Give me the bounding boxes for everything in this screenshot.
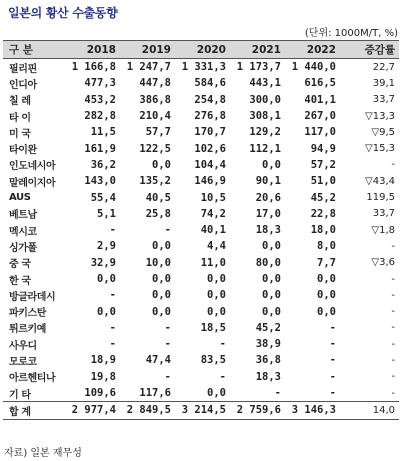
- value-cell: 18,9: [90, 354, 116, 367]
- value-cell: 57,7: [145, 126, 171, 139]
- value-cell: 443,1: [249, 77, 281, 90]
- value-cell: 0,0: [97, 305, 116, 318]
- value-cell: 0,0: [262, 305, 281, 318]
- value-cell: 616,5: [304, 77, 336, 90]
- value-cell: 22,8: [310, 207, 336, 220]
- change-cell: 119,5: [366, 192, 395, 204]
- value-cell: -: [329, 338, 336, 351]
- value-cell: 117,0: [304, 126, 336, 139]
- value-cell: 40,5: [145, 191, 171, 204]
- value-cell: 0,0: [207, 289, 226, 302]
- value-cell: 254,8: [194, 93, 226, 106]
- country-cell: 한 국: [9, 275, 31, 287]
- table-row: [3, 271, 399, 287]
- value-cell: 25,8: [145, 207, 171, 220]
- value-cell: 282,8: [84, 110, 116, 123]
- table-header-row: [3, 41, 399, 59]
- change-cell: -: [391, 371, 395, 383]
- value-cell: 51,0: [310, 175, 336, 188]
- page-title: 일본의 황산 수출동향: [8, 6, 118, 20]
- value-cell: 10,0: [145, 256, 171, 269]
- value-cell: 2,9: [97, 240, 116, 253]
- value-cell: 18,0: [310, 224, 336, 237]
- country-cell: AUS: [9, 192, 31, 204]
- value-cell: -: [219, 338, 226, 351]
- value-cell: 0,0: [152, 240, 171, 253]
- change-cell: -: [391, 240, 395, 252]
- value-cell: -: [109, 289, 116, 302]
- value-cell: 4,4: [207, 240, 226, 253]
- change-cell: -: [391, 306, 395, 318]
- change-cell: 22,7: [372, 61, 395, 73]
- country-cell: 중 국: [9, 259, 31, 271]
- value-cell: 1 440,0: [291, 61, 336, 74]
- value-cell: 0,0: [97, 273, 116, 285]
- value-cell: 267,0: [304, 110, 336, 123]
- change-cell: -: [391, 289, 395, 301]
- country-cell: 필리핀: [9, 63, 37, 75]
- country-cell: 미 국: [9, 128, 31, 140]
- change-cell: 33,7: [372, 208, 395, 220]
- value-cell: 36,2: [90, 158, 116, 171]
- value-cell: 0,0: [152, 305, 171, 318]
- country-cell: 말레이지아: [9, 177, 56, 189]
- value-cell: 210,4: [139, 110, 171, 123]
- value-cell: 447,8: [139, 77, 171, 90]
- value-cell: 0,0: [262, 158, 281, 171]
- country-cell: 베트남: [9, 210, 37, 222]
- value-cell: 0,0: [152, 158, 171, 171]
- table-row: [3, 189, 399, 205]
- value-cell: 45,2: [255, 321, 281, 334]
- value-cell: 2 849,5: [120, 402, 175, 419]
- value-cell: 0,0: [207, 273, 226, 285]
- value-cell: 94,9: [310, 142, 336, 155]
- value-cell: 11,0: [200, 256, 226, 269]
- value-cell: 276,8: [194, 110, 226, 123]
- value-cell: 300,0: [249, 93, 281, 106]
- country-cell: 싱가폴: [9, 242, 37, 254]
- header-year: 2019: [120, 41, 175, 59]
- country-cell: 합 계: [3, 402, 65, 419]
- value-cell: 45,2: [310, 191, 336, 204]
- country-cell: 파키스탄: [9, 308, 47, 320]
- table-row: [3, 255, 399, 271]
- country-cell: 인도네시아: [9, 161, 56, 173]
- change-cell: 33,7: [372, 94, 395, 106]
- value-cell: 0,0: [317, 305, 336, 318]
- value-cell: 0,0: [317, 289, 336, 302]
- table-row: [3, 173, 399, 189]
- value-cell: 55,4: [90, 191, 116, 204]
- table-row: [3, 92, 399, 108]
- value-cell: -: [164, 370, 171, 383]
- value-cell: 0,0: [207, 387, 226, 400]
- value-cell: 1 331,3: [181, 61, 226, 74]
- table-row: [3, 108, 399, 124]
- country-cell: 멕시코: [9, 226, 37, 238]
- value-cell: 17,0: [255, 207, 281, 220]
- change-cell: ▽1,8: [371, 224, 395, 236]
- table-row: [3, 75, 399, 91]
- value-cell: -: [219, 370, 226, 383]
- value-cell: -: [329, 387, 336, 400]
- table-row: [3, 352, 399, 368]
- country-cell: 타 이: [9, 112, 31, 124]
- table-row: [3, 59, 399, 76]
- value-cell: 112,1: [249, 142, 281, 155]
- change-cell: -: [391, 273, 395, 285]
- value-cell: 1 173,7: [236, 61, 281, 74]
- change-cell: -: [391, 322, 395, 334]
- table-row: [3, 238, 399, 254]
- change-cell: -: [391, 354, 395, 366]
- country-cell: 사우디: [9, 340, 37, 352]
- value-cell: 0,0: [317, 273, 336, 285]
- value-cell: 0,0: [262, 240, 281, 253]
- value-cell: 32,9: [90, 256, 116, 269]
- value-cell: 117,6: [139, 387, 171, 400]
- value-cell: -: [329, 370, 336, 383]
- table-row: [3, 385, 399, 402]
- table-row: [3, 140, 399, 156]
- table-row: [3, 287, 399, 303]
- header-year: 2021: [230, 41, 285, 59]
- value-cell: 74,2: [200, 207, 226, 220]
- change-cell: ▽9,5: [371, 126, 395, 138]
- value-cell: 80,0: [255, 256, 281, 269]
- change-cell: -: [391, 387, 395, 399]
- country-cell: 튀르키예: [9, 324, 47, 336]
- value-cell: 0,0: [262, 273, 281, 285]
- change-cell: ▽3,6: [371, 257, 395, 269]
- value-cell: 19,8: [90, 370, 116, 383]
- value-cell: 18,5: [200, 321, 226, 334]
- value-cell: 477,3: [84, 77, 116, 90]
- country-cell: 타이완: [9, 145, 37, 157]
- change-cell: ▽15,3: [365, 143, 395, 155]
- change-cell: -: [391, 159, 395, 171]
- value-cell: 10,5: [200, 191, 226, 204]
- value-cell: -: [109, 321, 116, 334]
- value-cell: 18,3: [255, 224, 281, 237]
- value-cell: 161,9: [84, 142, 116, 155]
- table-row: [3, 369, 399, 385]
- value-cell: 1 247,7: [126, 61, 171, 74]
- country-cell: 칠 레: [9, 96, 31, 108]
- value-cell: 146,9: [194, 175, 226, 188]
- value-cell: 20,6: [255, 191, 281, 204]
- change-cell: 14,0: [340, 402, 399, 419]
- value-cell: 5,1: [97, 207, 116, 220]
- country-cell: 인디아: [9, 79, 37, 91]
- change-cell: ▽13,3: [365, 110, 395, 122]
- value-cell: 584,6: [194, 77, 226, 90]
- value-cell: 170,7: [194, 126, 226, 139]
- table-row: [3, 320, 399, 336]
- country-cell: 모로코: [9, 356, 37, 368]
- country-cell: 기 타: [9, 389, 31, 401]
- value-cell: 1 166,8: [71, 61, 116, 74]
- export-table: [3, 40, 399, 420]
- value-cell: 40,1: [200, 224, 226, 237]
- value-cell: -: [164, 338, 171, 351]
- table-row: [3, 303, 399, 319]
- value-cell: 102,6: [194, 142, 226, 155]
- value-cell: 0,0: [152, 273, 171, 285]
- value-cell: 57,2: [310, 158, 336, 171]
- value-cell: 0,0: [207, 305, 226, 318]
- total-row: [3, 402, 399, 419]
- value-cell: 7,7: [317, 256, 336, 269]
- change-cell: ▽43,4: [365, 175, 395, 187]
- value-cell: 47,4: [145, 354, 171, 367]
- value-cell: 8,0: [317, 240, 336, 253]
- table-row: [3, 336, 399, 352]
- value-cell: -: [164, 224, 171, 237]
- value-cell: 109,6: [84, 387, 116, 400]
- table-row: [3, 222, 399, 238]
- value-cell: 3 146,3: [285, 402, 340, 419]
- table-row: [3, 124, 399, 140]
- value-cell: -: [329, 321, 336, 334]
- value-cell: -: [274, 387, 281, 400]
- value-cell: 83,5: [200, 354, 226, 367]
- value-cell: 401,1: [304, 93, 336, 106]
- value-cell: -: [109, 338, 116, 351]
- header-year: 2020: [175, 41, 230, 59]
- value-cell: -: [329, 354, 336, 367]
- value-cell: 0,0: [262, 289, 281, 302]
- value-cell: 0,0: [152, 289, 171, 302]
- value-cell: 135,2: [139, 175, 171, 188]
- unit-label: (단위: 1000M/T, %): [304, 28, 398, 39]
- value-cell: 18,3: [255, 370, 281, 383]
- header-year: 2018: [65, 41, 120, 59]
- value-cell: -: [109, 224, 116, 237]
- table-row: [3, 206, 399, 222]
- header-change: 증감률: [340, 41, 399, 59]
- value-cell: 122,5: [139, 142, 171, 155]
- value-cell: 3 214,5: [175, 402, 230, 419]
- value-cell: 11,5: [90, 126, 116, 139]
- table-row: [3, 157, 399, 173]
- value-cell: 104,4: [194, 158, 226, 171]
- value-cell: 386,8: [139, 93, 171, 106]
- source-note: 자료) 일본 재무성: [4, 448, 82, 459]
- value-cell: 143,0: [84, 175, 116, 188]
- change-cell: -: [391, 338, 395, 350]
- country-cell: 방글라데시: [9, 291, 56, 303]
- header-year: 2022: [285, 41, 340, 59]
- value-cell: 308,1: [249, 110, 281, 123]
- value-cell: 129,2: [249, 126, 281, 139]
- value-cell: 90,1: [255, 175, 281, 188]
- value-cell: 38,9: [255, 338, 281, 351]
- value-cell: 2 759,6: [230, 402, 285, 419]
- value-cell: 453,2: [84, 93, 116, 106]
- value-cell: 36,8: [255, 354, 281, 367]
- change-cell: 39,1: [372, 77, 395, 89]
- country-cell: 아르헨티나: [9, 373, 56, 385]
- header-category: 구 분: [3, 41, 65, 59]
- value-cell: -: [164, 321, 171, 334]
- value-cell: 2 977,4: [65, 402, 120, 419]
- table-body: [3, 59, 399, 420]
